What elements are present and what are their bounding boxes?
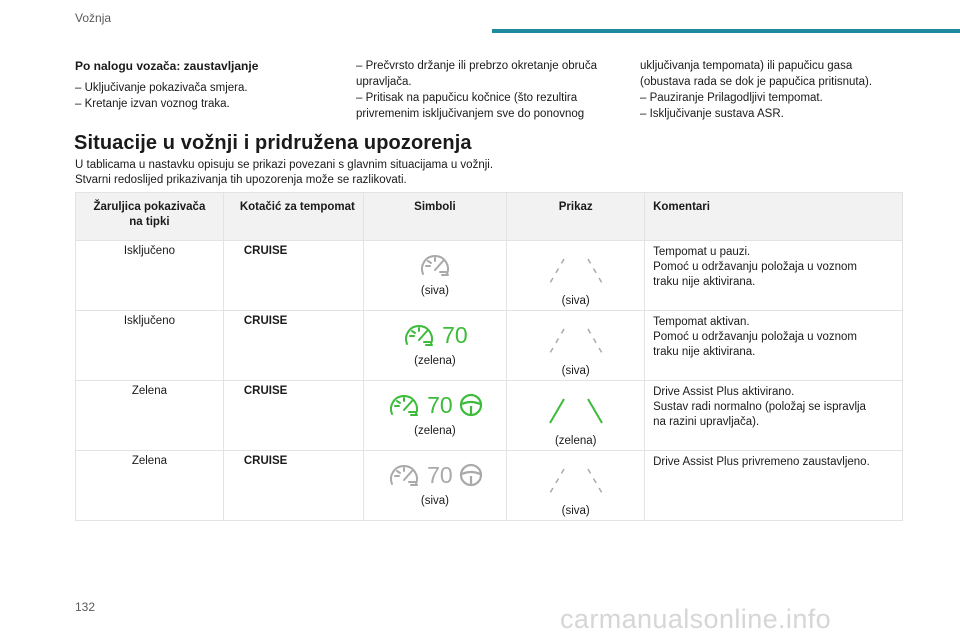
speedometer-icon <box>387 392 421 418</box>
comment-line: Tempomat u pauzi. <box>653 246 751 258</box>
text-line: – Pauziranje Prilagodljivi tempomat. <box>640 92 823 104</box>
comments-cell <box>645 241 903 311</box>
header-comments: Komentari <box>645 193 903 241</box>
comment-line: na razini upravljača). <box>653 416 760 428</box>
comment-line: Pomoć u održavanju položaja u voznom <box>653 261 858 273</box>
speedometer-icon <box>402 322 436 348</box>
header-lamp-line2: na tipki <box>129 216 170 228</box>
comment-line: traku nije aktivirana. <box>653 346 756 358</box>
symbol-color-note: (siva) <box>420 285 449 297</box>
speed-value: 70 <box>442 322 468 348</box>
lamp-state: Zelena <box>76 381 224 451</box>
table-row <box>76 381 903 451</box>
page-number: 132 <box>75 600 96 614</box>
section-intro <box>75 158 493 188</box>
text-line: uključivanja tempomata) ili papučicu gasa <box>640 60 853 72</box>
intro-column-2 <box>356 58 626 122</box>
symbol-color-note: (siva) <box>420 495 449 507</box>
speedometer-icon <box>418 252 452 278</box>
section-title: Situacije u vožnji i pridružena upozorenja <box>74 132 472 154</box>
header-lamp-line1: Žaruljica pokazivača <box>93 201 206 213</box>
steering-wheel-icon <box>459 393 483 417</box>
lane-lines-icon <box>536 319 616 363</box>
display-color-note: (siva) <box>561 505 590 517</box>
text-line: – Pritisak na papučicu kočnice (što rezultira <box>356 92 578 104</box>
comment-line: Drive Assist Plus aktivirano. <box>653 386 795 398</box>
display-color-note: (siva) <box>561 365 590 377</box>
text-line: – Isključivanje sustava ASR. <box>640 108 784 120</box>
wheel-position: CRUISE <box>223 241 363 311</box>
wheel-position: CRUISE <box>223 381 363 451</box>
comment-line: Sustav radi normalno (položaj se ispravlja <box>653 401 866 413</box>
lane-lines-icon <box>536 389 616 433</box>
lamp-state: Zelena <box>76 451 224 521</box>
display-cell <box>507 241 645 311</box>
intro-column-1 <box>75 58 305 112</box>
intro-line: U tablicama u nastavku opisuju se prikazi povezani s glavnim situacijama u vožnji. <box>75 159 494 171</box>
header-symbols: Simboli <box>363 193 507 241</box>
text-line: (obustava rada se dok je papučica pritisnuta). <box>640 76 873 88</box>
symbols-cell <box>363 241 507 311</box>
text-line: – Uključivanje pokazivača smjera. <box>75 82 248 94</box>
comment-line: Pomoć u održavanju položaja u voznom <box>653 331 858 343</box>
comment-line: traku nije aktivirana. <box>653 276 756 288</box>
header-wheel: Kotačić za tempomat <box>223 193 363 241</box>
warnings-table <box>75 192 903 521</box>
speedometer-icon <box>387 462 421 488</box>
section-header: Vožnja <box>75 11 112 25</box>
symbols-cell <box>363 381 507 451</box>
comments-cell <box>645 311 903 381</box>
header-display: Prikaz <box>507 193 645 241</box>
steering-wheel-icon <box>459 463 483 487</box>
table-row <box>76 241 903 311</box>
comments-cell <box>645 451 903 521</box>
display-cell <box>507 311 645 381</box>
comments-cell <box>645 381 903 451</box>
display-color-note: (zelena) <box>554 435 597 447</box>
table-row <box>76 311 903 381</box>
comment-line: Drive Assist Plus privremeno zaustavljeno. <box>653 456 870 468</box>
text-line: – Prečvrsto držanje ili prebrzo okretanje obruča <box>356 60 597 72</box>
lane-lines-icon <box>536 459 616 503</box>
table-row <box>76 451 903 521</box>
lamp-state: Isključeno <box>76 311 224 381</box>
header-lamp <box>76 193 224 241</box>
text-line: upravljača. <box>356 76 412 88</box>
lamp-state: Isključeno <box>76 241 224 311</box>
display-cell <box>507 381 645 451</box>
table-header-row <box>76 193 903 241</box>
symbols-cell <box>363 311 507 381</box>
display-cell <box>507 451 645 521</box>
intro-column-3 <box>640 58 910 122</box>
wheel-position: CRUISE <box>223 451 363 521</box>
stop-subheading: Po nalogu vozača: zaustavljanje <box>75 59 259 73</box>
text-line: – Kretanje izvan voznog traka. <box>75 98 230 110</box>
wheel-position: CRUISE <box>223 311 363 381</box>
intro-line: Stvarni redoslijed prikazivanja tih upozorenja može se razlikovati. <box>75 174 407 186</box>
speed-value: 70 <box>427 462 453 488</box>
comment-line: Tempomat aktivan. <box>653 316 750 328</box>
lane-lines-icon <box>536 249 616 293</box>
watermark: carmanualsonline.info <box>560 604 832 634</box>
symbol-color-note: (zelena) <box>414 355 456 367</box>
text-line: privremenim isključivanjem sve do ponovnog <box>356 108 585 120</box>
symbol-color-note: (zelena) <box>414 425 456 437</box>
speed-value: 70 <box>427 392 453 418</box>
header-accent-bar <box>492 29 960 33</box>
symbols-cell <box>363 451 507 521</box>
display-color-note: (siva) <box>561 295 590 307</box>
